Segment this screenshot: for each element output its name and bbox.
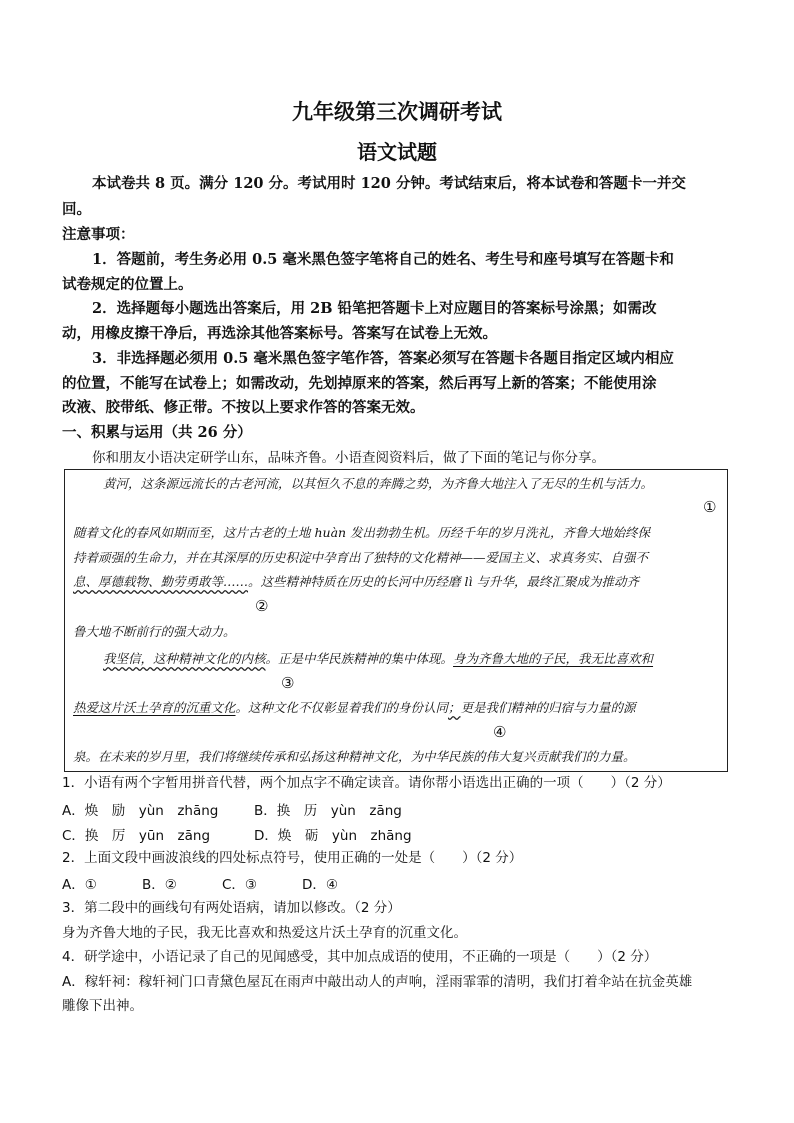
notes-p3-l3: 泉。在未来的岁月里，我们将继续传承和弘扬这种精神文化，为中华民族的伟大复兴贡献我们的力量。 — [73, 749, 636, 764]
marker-2: ② — [255, 597, 269, 615]
notes-p3-l2: 热爱这片沃土孕育的沉重文化。这种文化不仅彰显着我们的身份认同；更是我们精神的归宿与力量的源 — [73, 700, 636, 715]
notes-p2-l3: 息、厚德载物、勤劳勇敢等……。这些精神特质在历史的长河中历经磨 lì 与升华，最终汇聚成为推动齐 — [73, 574, 639, 589]
q2-option-d: D．④ — [302, 877, 338, 893]
wavy-punct-3: 我坚信，这种精神文化的内核 — [103, 651, 266, 666]
section-heading: 一、积累与运用（共 26 分） — [62, 424, 252, 441]
notice-3c: 改液、胶带纸、修正带。不按以上要求作答的答案无效。 — [62, 399, 425, 416]
q1-option-a: A．焕 励 yùn zhāng — [62, 803, 219, 819]
notes-p2-l1: 随着文化的春风如期而至，这片古老的土地 huàn 发出勃勃生机。历经千年的岁月洗礼，齐鲁大地始终保 — [73, 525, 651, 540]
notes-p3-l1: 我坚信，这种精神文化的内核。正是中华民族精神的集中体现。身为齐鲁大地的子民，我无比喜欢和 — [103, 651, 654, 666]
exam-title: 九年级第三次调研考试 — [292, 99, 502, 124]
q1-option-d: D．焕 砺 yùn zhāng — [254, 828, 412, 844]
notice-2a: 2．选择题每小题选出答案后，用 2B 铅笔把答题卡上对应题目的答案标号涂黑；如需改 — [92, 300, 657, 317]
marker-4: ④ — [493, 723, 507, 741]
wavy-punct-2: 息、厚德载物、勤劳勇敢等…… — [73, 574, 249, 589]
q2-stem: 2．上面文段中画波浪线的四处标点符号，使用正确的一处是（ ）（2 分） — [62, 850, 523, 866]
wavy-punct-4: ； — [448, 700, 461, 715]
notes-p1: 黄河，这条源远流长的古老河流，以其恒久不息的奔腾之势，为齐鲁大地注入了无尽的生机与活力。 — [103, 476, 654, 491]
section-lead: 你和朋友小语决定研学山东，品味齐鲁。小语查阅资料后，做了下面的笔记与你分享。 — [92, 450, 605, 466]
q4-option-a-l2: 雕像下出神。 — [62, 998, 143, 1014]
marker-3: ③ — [281, 674, 295, 692]
notice-1a: 1．答题前，考生务必用 0.5 毫米黑色签字笔将自己的姓名、考生号和座号填写在答题卡和 — [92, 251, 674, 268]
q2-option-b: B．② — [142, 877, 177, 893]
q4-option-a-l1: A．稼轩祠：稼轩祠门口青黛色屋瓦在雨声中敲出动人的声响，淫雨霏霏的清明，我们打着伞站在抗金英雄 — [62, 974, 693, 990]
q1-stem: 1．小语有两个字暂用拼音代替，两个加点字不确定读音。请你帮小语选出正确的一项（ ）（2 分） — [62, 775, 671, 791]
notice-3a: 3．非选择题必须用 0.5 毫米黑色签字笔作答，答案必须写在答题卡各题目指定区域内相应 — [92, 350, 674, 367]
notice-3b: 的位置，不能写在试卷上；如需改动，先划掉原来的答案，然后再写上新的答案；不能使用涂 — [62, 375, 657, 392]
notes-p2-l4: 鲁大地不断前行的强大动力。 — [73, 624, 236, 639]
notes-box — [64, 469, 728, 772]
underlined-sentence-cont: 热爱这片沃土孕育的沉重文化 — [73, 700, 236, 715]
q1-option-c: C．换 厉 yūn zāng — [62, 828, 211, 844]
q4-stem: 4．研学途中，小语记录了自己的见闻感受，其中加点成语的使用，不正确的一项是（ ）（2 分） — [62, 949, 658, 965]
underlined-sentence: 身为齐鲁大地的子民，我无比喜欢和 — [453, 651, 654, 666]
notice-1b: 试卷规定的位置上。 — [62, 276, 193, 293]
marker-1: ① — [703, 498, 717, 516]
intro-line-1: 本试卷共 8 页。满分 120 分。考试用时 120 分钟。考试结束后，将本试卷和答题卡一并交 — [92, 175, 686, 192]
intro-line-2: 回。 — [62, 201, 91, 218]
notes-p2-l2: 持着顽强的生命力，并在其深厚的历史积淀中孕育出了独特的文化精神——爱国主义、求真务实、自强不 — [73, 550, 649, 565]
notice-heading: 注意事项： — [62, 226, 135, 243]
q1-option-b: B．换 历 yùn zāng — [254, 803, 402, 819]
q2-option-a: A．① — [62, 877, 97, 893]
q2-option-c: C．③ — [222, 877, 258, 893]
q3-sentence: 身为齐鲁大地的子民，我无比喜欢和热爱这片沃土孕育的沉重文化。 — [62, 925, 467, 941]
q3-stem: 3．第二段中的画线句有两处语病，请加以修改。（2 分） — [62, 900, 401, 916]
notice-2b: 动，用橡皮擦干净后，再选涂其他答案标号。答案写在试卷上无效。 — [62, 325, 497, 342]
exam-subtitle: 语文试题 — [357, 140, 437, 164]
